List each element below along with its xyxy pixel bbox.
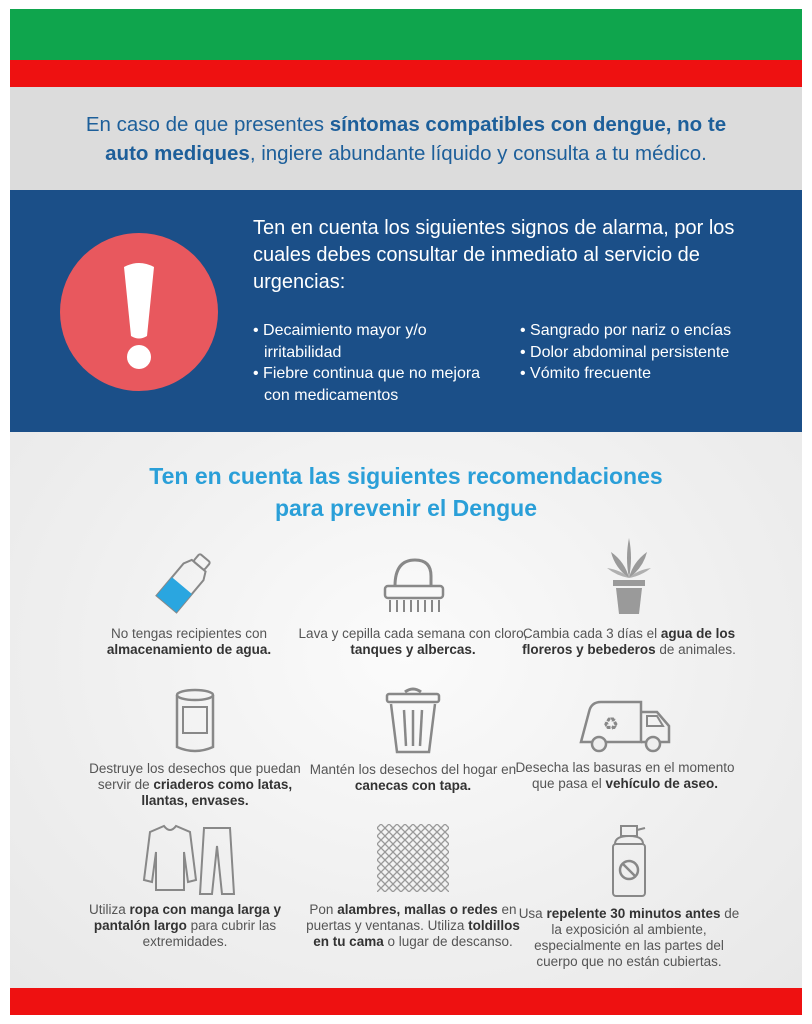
plant-pot-icon [589,534,669,620]
svg-text:♻: ♻ [602,714,620,735]
recommendation-item: Pon alambres, mallas o redes en puertas y ventanas. Utiliza toldillos en tu cama o lugar de descanso. [298,820,528,950]
trash-can-icon [373,684,453,756]
mesh-net-icon [373,820,453,896]
water-bottle-icon [149,550,229,620]
intro-banner [10,87,802,190]
alarm-signs-panel [10,190,802,432]
top-red-stripe [10,60,802,87]
alarm-item: • Vómito frecuente [520,363,790,385]
exclamation-icon [60,233,218,391]
recommendation-item: Utiliza ropa con manga larga y pantalón largo para cubrir las extremidades. [70,822,300,950]
alarm-item: • Dolor abdominal persistente [520,342,790,364]
recommendations-title: Ten en cuenta las siguientes recomendaciones para prevenir el Dengue [149,463,663,521]
repellent-spray-icon [589,822,669,900]
recommendations-section [10,432,802,988]
scrub-brush-icon [373,550,453,620]
recommendation-item: No tengas recipientes con almacenamiento de agua. [74,550,304,658]
tin-can-icon [155,687,235,755]
top-green-stripe [10,9,802,60]
alarm-item: • Sangrado por nariz o encías [520,320,790,342]
recommendation-item: Mantén los desechos del hogar en canecas con tapa. [298,684,528,794]
recommendation-item: Destruye los desechos que puedan servir de criaderos como latas, llantas, envases. [80,687,310,809]
alarm-item: • Fiebre continua que no mejora con medicamentos [253,363,508,406]
recommendation-item: Cambia cada 3 días el agua de los floreros y bebederos de animales. [514,534,744,658]
alarm-list-left [253,320,508,406]
recommendation-item: Lava y cepilla cada semana con cloro, tanques y albercas. [298,550,528,658]
recommendation-item: Usa repelente 30 minutos antes de la exposición al ambiente, especialmente en las partes del cuerpo que no están cubiertas. [514,822,744,970]
recommendation-item: ♻ Desecha las basuras en el momento que pasa el vehículo de aseo. [510,694,740,792]
alarm-item: • Decaimiento mayor y/o irritabilidad [253,320,508,363]
clothes-icon [130,822,240,896]
intro-text: En caso de que presentes síntomas compatibles con dengue, no te auto mediques, ingiere abundante líquido y consulta a tu médico. [85,112,727,165]
bottom-red-stripe [10,988,802,1015]
garbage-truck-icon [575,694,675,754]
alarm-list-right [520,320,790,385]
alarm-intro-text: Ten en cuenta los siguientes signos de alarma, por los cuales debes consultar de inmediato al servicio de urgencias: [253,217,735,293]
alert-badge [60,233,218,391]
